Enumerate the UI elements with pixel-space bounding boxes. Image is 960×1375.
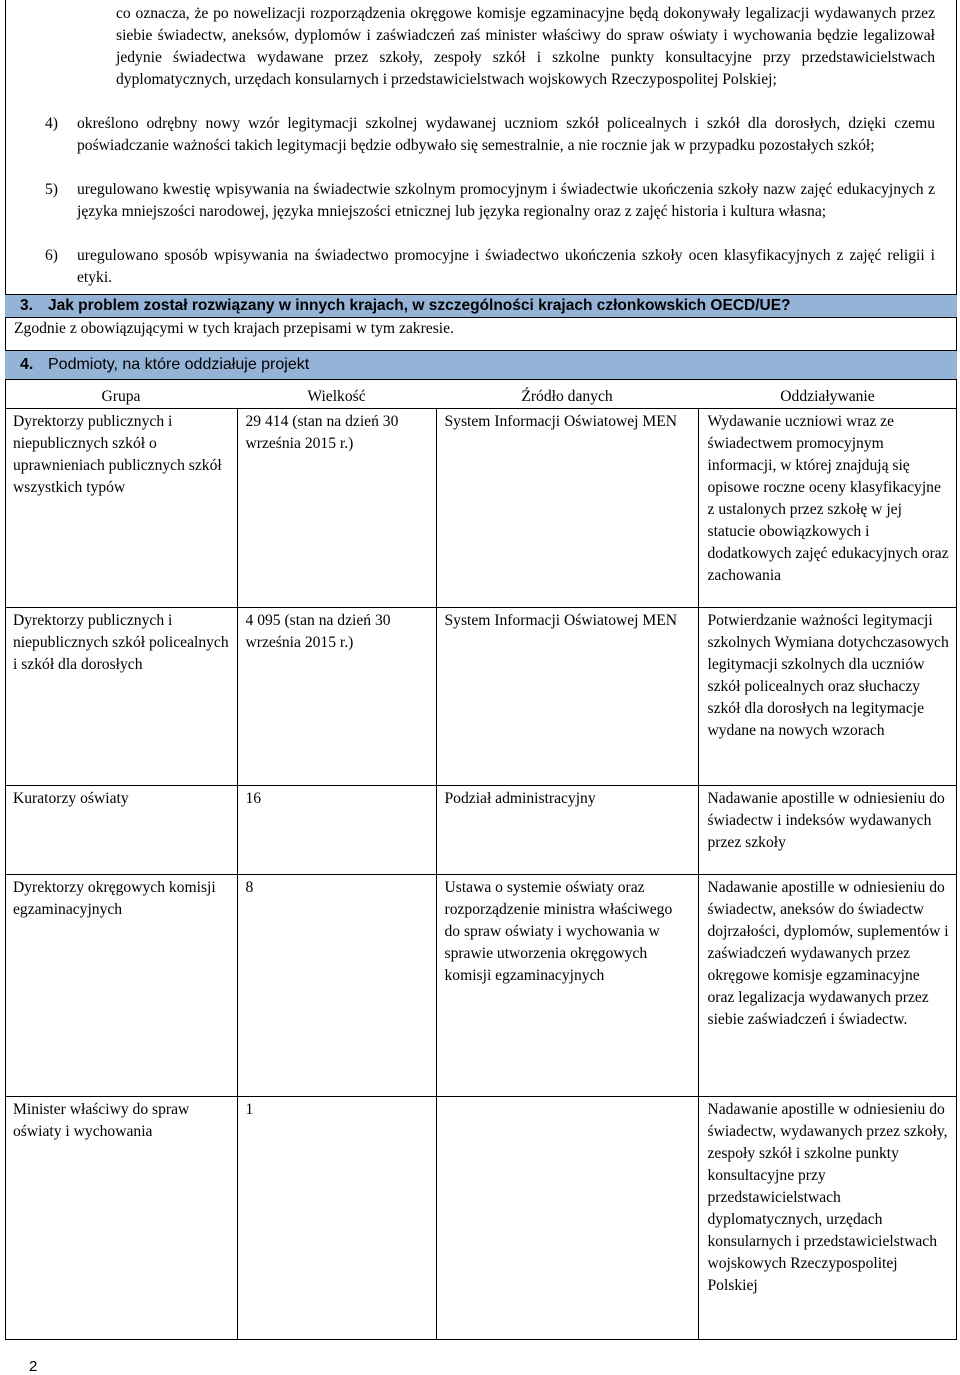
cell-size: 29 414 (stan na dzień 30 września 2015 r.) — [237, 409, 436, 608]
column-header-size: Wielkość — [307, 388, 366, 405]
cell-impact: Nadawanie apostille w odniesieniu do świadectw i indeksów wydawanych przez szkoły — [698, 786, 957, 875]
list-item-text: uregulowano kwestię wpisywania na świadectwie szkolnym promocyjnym i świadectwie ukończenia szkoły nazw zajęć edukacyjnych z języka mniejszości narodowej, języka mniejszości etnicznej lub języka regionalny oraz z zajęć historia i kultura własna; — [77, 181, 935, 220]
cell-group: Dyrektorzy okręgowych komisji egzaminacyjnych — [5, 875, 237, 1097]
cell-size: 1 — [237, 1097, 436, 1339]
section-title: Podmioty, na które oddziałuje projekt — [48, 356, 310, 373]
list-item-text: uregulowano sposób wpisywania na świadectwo promocyjne i świadectwo ukończenia szkoły ocen klasyfikacyjnych z zajęć religii i etyki. — [77, 247, 935, 286]
list-item-number: 4) — [45, 115, 58, 132]
section-title: Jak problem został rozwiązany w innych krajach, w szczególności krajach członkowskich OECD/UE? — [48, 297, 791, 314]
list-item-text: określono odrębny nowy wzór legitymacji szkolnej wydawanej uczniom szkół policealnych i szkół dla dorosłych, dzięki czemu poświadczanie ważności takich legitymacji będzie odbywało się semestralnie, a nie rocznie jak w przypadku pozostałych szkół; — [77, 115, 935, 154]
cell-group: Dyrektorzy publicznych i niepublicznych szkół o uprawnieniach publicznych szkół wszystkich typów — [5, 409, 237, 608]
cell-impact: Nadawanie apostille w odniesieniu do świadectw, aneksów do świadectw dojrzałości, dyplomów, suplementów i zaświadczeń wydawanych przez okręgowe komisje egzaminacyjne oraz legalizacja wydawanych przez siebie zaświadczeń i świadectw. — [698, 875, 957, 1097]
cell-size: 16 — [237, 786, 436, 875]
continuation-paragraph — [116, 3, 935, 91]
section-number: 4. — [20, 356, 34, 373]
list-item-number: 6) — [45, 247, 58, 264]
impact-table — [5, 386, 957, 1339]
table-header-row — [5, 386, 957, 409]
list-item-number: 5) — [45, 181, 58, 198]
cell-impact: Wydawanie uczniowi wraz ze świadectwem promocyjnym informacji, w której znajdują się opisowe roczne oceny klasyfikacyjne z ustalonych przez szkołę w jej statucie obowiązkowych i dodatkowych zajęć edukacyjnych oraz zachowania — [698, 409, 957, 608]
column-header-group: Grupa — [101, 388, 141, 405]
table-row — [5, 608, 957, 786]
cell-size: 8 — [237, 875, 436, 1097]
page-number: 2 — [29, 1358, 38, 1375]
section-3-answer: Zgodnie z obowiązującymi w tych krajach przepisami w tym zakresie. — [14, 320, 454, 337]
column-header-impact: Oddziaływanie — [780, 388, 875, 405]
section-4-header — [5, 350, 957, 380]
table-row — [5, 786, 957, 875]
cell-impact: Potwierdzanie ważności legitymacji szkolnych Wymiana dotychczasowych legitymacji szkolnych dla uczniów szkół policealnych oraz słuchaczy szkół dla dorosłych na legitymacje wydane na nowych wzorach — [698, 608, 957, 786]
cell-source: Podział administracyjny — [436, 786, 698, 875]
table-row — [5, 409, 957, 608]
table-row — [5, 1097, 957, 1339]
cell-group: Minister właściwy do spraw oświaty i wychowania — [5, 1097, 237, 1339]
column-header-source: Źródło danych — [521, 388, 613, 405]
cell-source: Ustawa o systemie oświaty oraz rozporządzenie ministra właściwego do spraw oświaty i wychowania w sprawie utworzenia okręgowych komisji egzaminacyjnych — [436, 875, 698, 1097]
cell-source — [436, 1097, 698, 1339]
cell-source: System Informacji Oświatowej MEN — [436, 608, 698, 786]
list-item-5 — [45, 179, 935, 223]
list-item-4 — [45, 113, 935, 157]
continuation-text: co oznacza, że po nowelizacji rozporządzenia okręgowe komisje egzaminacyjne będą dokonywały legalizacji wydawanych przez siebie świadectw, aneksów, dyplomów i zaświadczeń zaś minister właściwy do spraw oświaty i wychowania będzie legalizował jedynie świadectwa wydawane przez szkoły, zespoły szkół i szkolne punkty konsultacyjne przy przedstawicielstwach dyplomatycznych, urzędach konsularnych i przedstawicielstwach wojskowych Rzeczypospolitej Polskiej; — [116, 5, 935, 88]
list-item-6 — [45, 245, 935, 289]
section-number: 3. — [20, 297, 33, 314]
section-3-header — [5, 294, 957, 318]
cell-source: System Informacji Oświatowej MEN — [436, 409, 698, 608]
table-row — [5, 875, 957, 1097]
cell-group: Kuratorzy oświaty — [5, 786, 237, 875]
section-2-content — [5, 0, 957, 294]
cell-impact: Nadawanie apostille w odniesieniu do świadectw, wydawanych przez szkoły, zespoły szkół i szkolne punkty konsultacyjne przy przedstawicielstwach dyplomatycznych, urzędach konsularnych i przedstawicielstwach wojskowych Rzeczypospolitej Polskiej — [698, 1097, 957, 1339]
cell-size: 4 095 (stan na dzień 30 września 2015 r.) — [237, 608, 436, 786]
cell-group: Dyrektorzy publicznych i niepublicznych szkół policealnych i szkół dla dorosłych — [5, 608, 237, 786]
